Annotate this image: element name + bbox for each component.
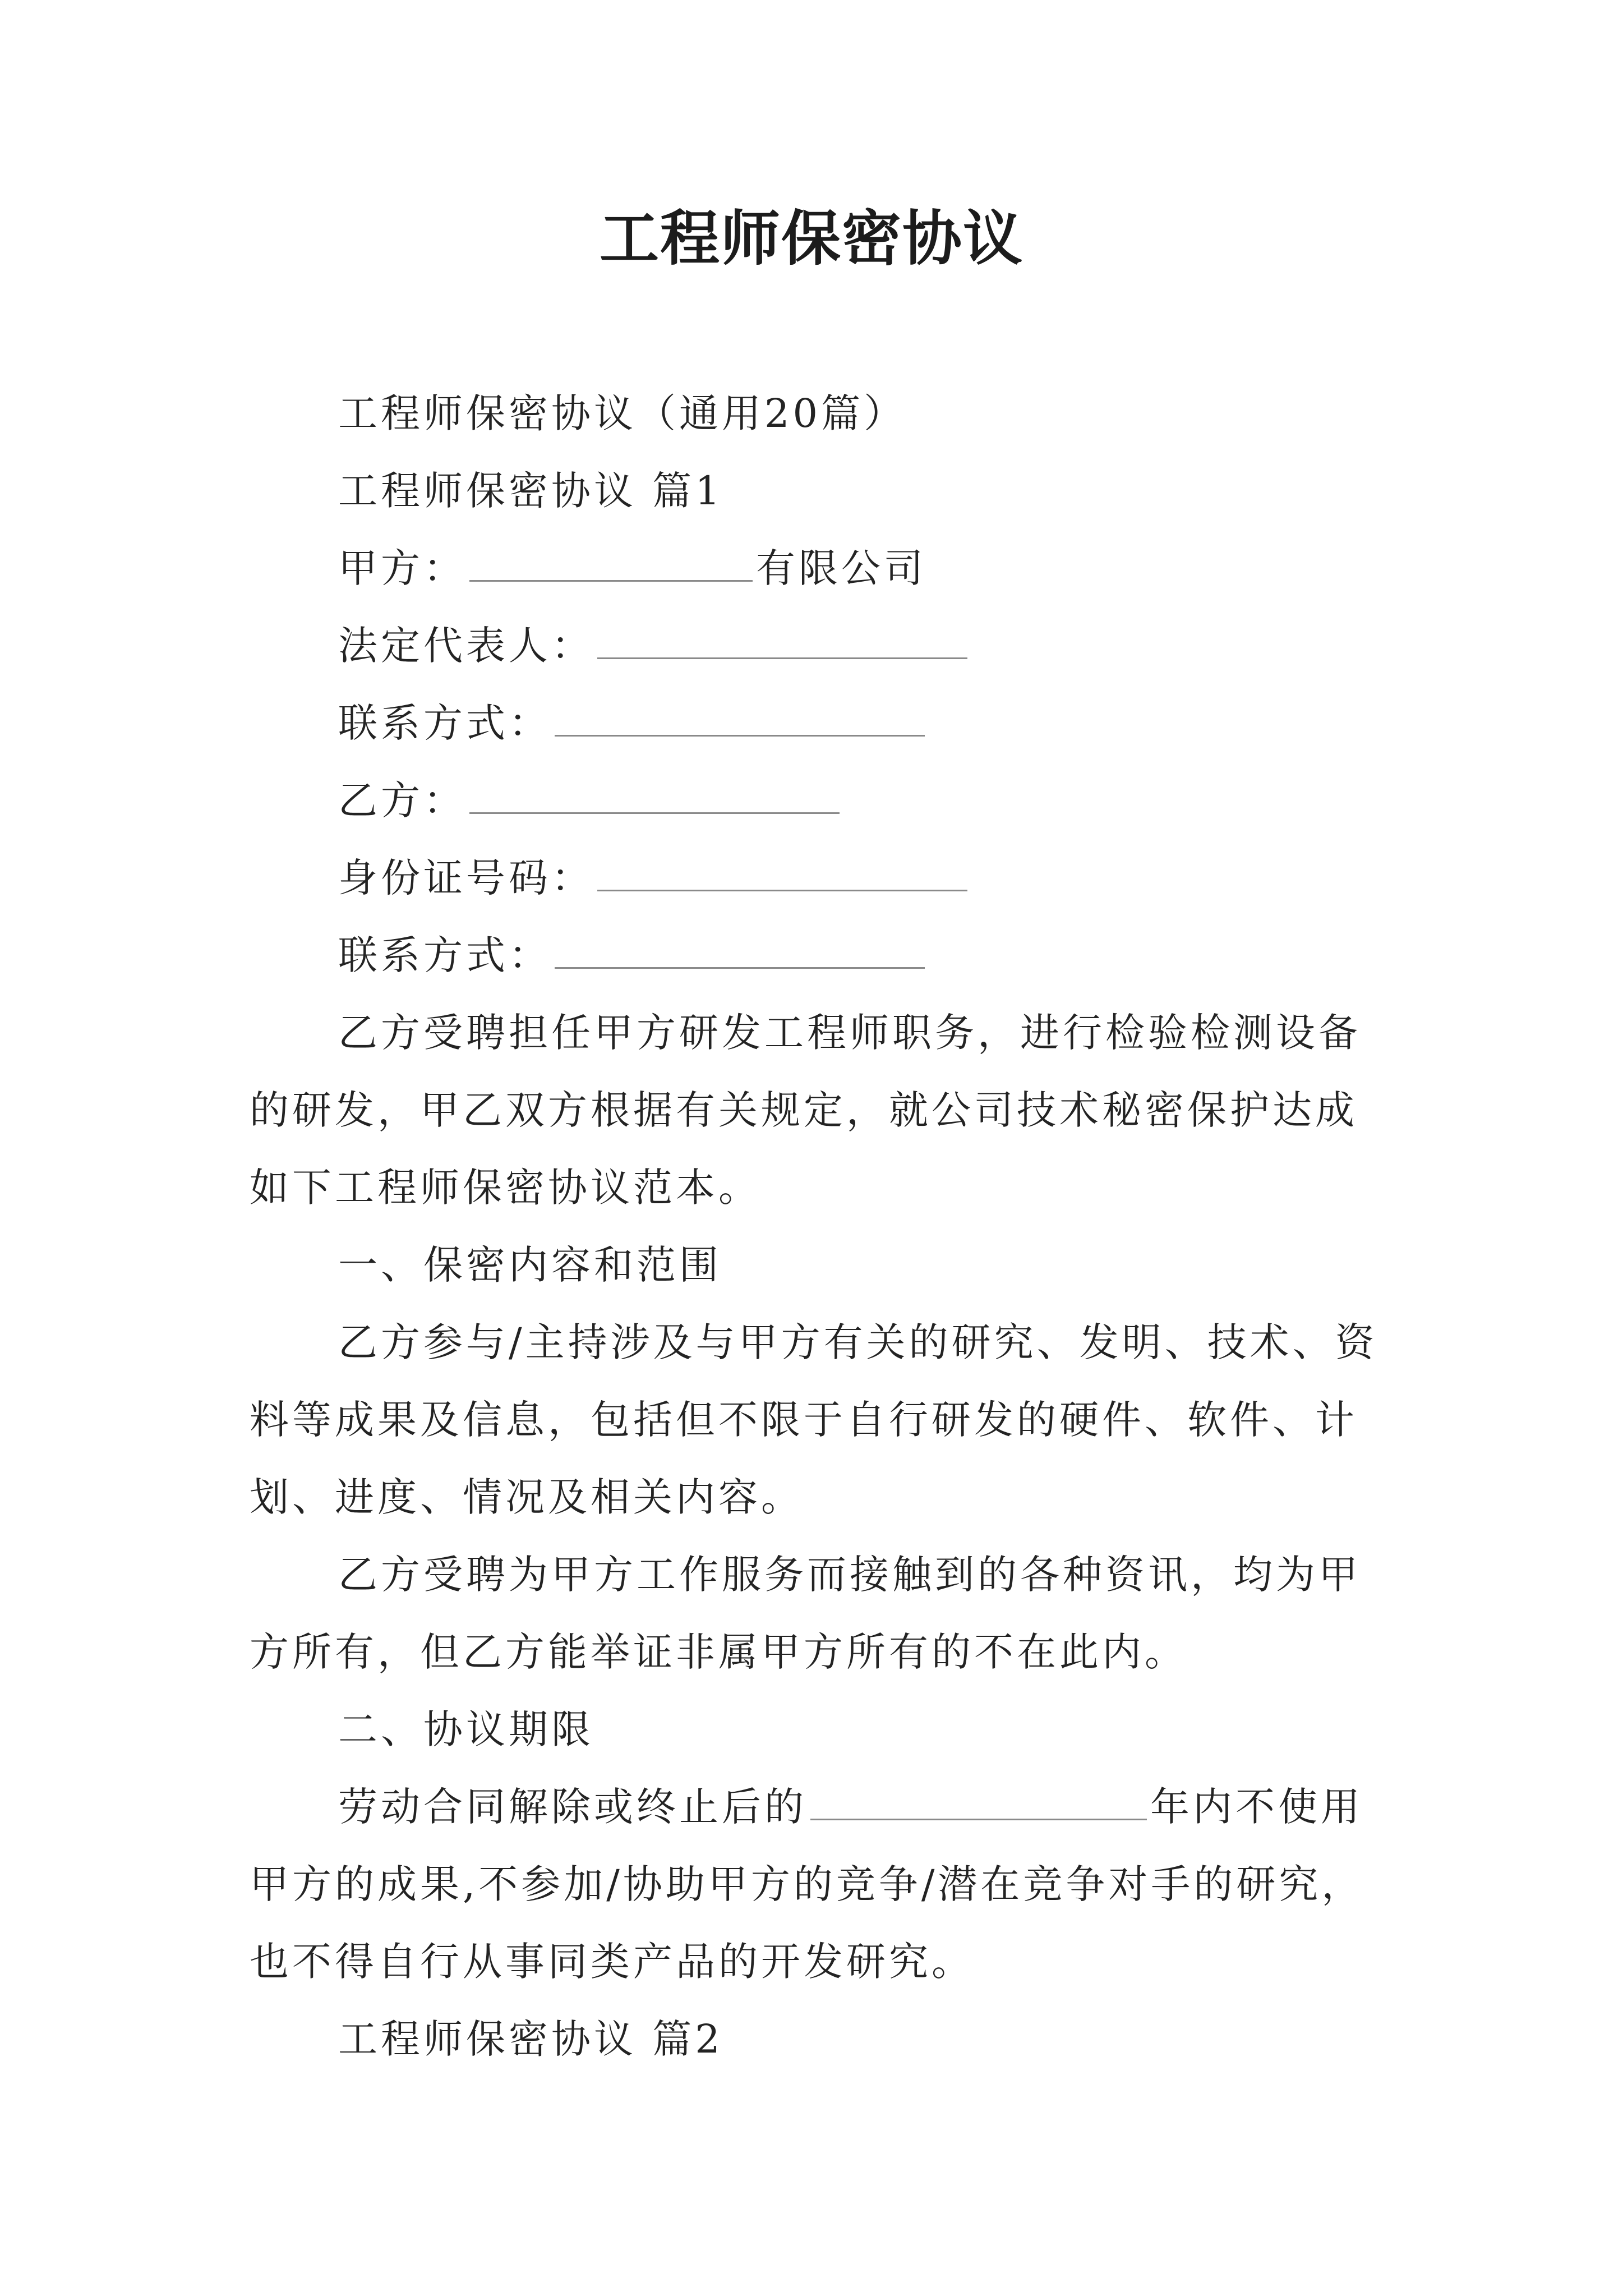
legal-rep-blank <box>597 625 967 659</box>
party-a-suffix: 有限公司 <box>756 545 926 591</box>
contact-b-blank <box>555 935 925 969</box>
section-heading-1: 工程师保密协议 篇1 <box>338 468 723 514</box>
clause-1-heading: 一、保密内容和范围 <box>338 1242 722 1288</box>
clause-2-heading: 二、协议期限 <box>338 1706 594 1752</box>
clause-1-paragraph-2: 乙方受聘为甲方工作服务而接触到的各种资讯，均为甲方所有，但乙方能举证非属甲方所有的不在此内。 <box>250 1552 1361 1675</box>
party-a-blank <box>469 547 753 582</box>
party-a-line <box>250 530 1394 607</box>
document-title: 工程师保密协议 <box>600 203 1023 273</box>
legal-rep-label: 法定代表人： <box>338 623 594 669</box>
id-number-blank <box>597 857 967 891</box>
clause-2-paragraph <box>250 1768 1394 2000</box>
party-b-label: 乙方： <box>338 777 466 823</box>
document-body <box>250 375 1394 2078</box>
party-a-label: 甲方： <box>338 545 466 591</box>
contact-a-label: 联系方式： <box>338 700 551 746</box>
subtitle: 工程师保密协议（通用20篇） <box>338 390 907 436</box>
party-b-blank <box>469 780 840 814</box>
contact-b-line <box>250 917 1394 994</box>
contact-a-line <box>250 684 1394 762</box>
intro-paragraph: 乙方受聘担任甲方研发工程师职务，进行检验检测设备的研发，甲乙双方根据有关规定，就公司技术秘密保护达成如下工程师保密协议范本。 <box>250 1010 1361 1211</box>
legal-rep-line <box>250 607 1394 684</box>
id-number-line <box>250 839 1394 917</box>
party-b-line <box>250 762 1394 839</box>
contact-b-label: 联系方式： <box>338 932 551 978</box>
clause-2-text-before: 劳动合同解除或终止后的 <box>338 1784 807 1830</box>
section-heading-2: 工程师保密协议 篇2 <box>338 2016 723 2062</box>
clause-1-paragraph-1: 乙方参与/主持涉及与甲方有关的研究、发明、技术、资料等成果及信息，包括但不限于自行研发的硬件、软件、计划、进度、情况及相关内容。 <box>250 1319 1378 1520</box>
id-number-label: 身份证号码： <box>338 855 594 901</box>
contact-a-blank <box>555 702 925 737</box>
clause-2-years-blank <box>810 1786 1147 1820</box>
clause-2-text-after: 年内不使用甲方的成果,不参加/协助甲方的竞争/潜在竞争对手的研究，也不得自行从事同类产品的开发研究。 <box>250 1784 1364 1985</box>
